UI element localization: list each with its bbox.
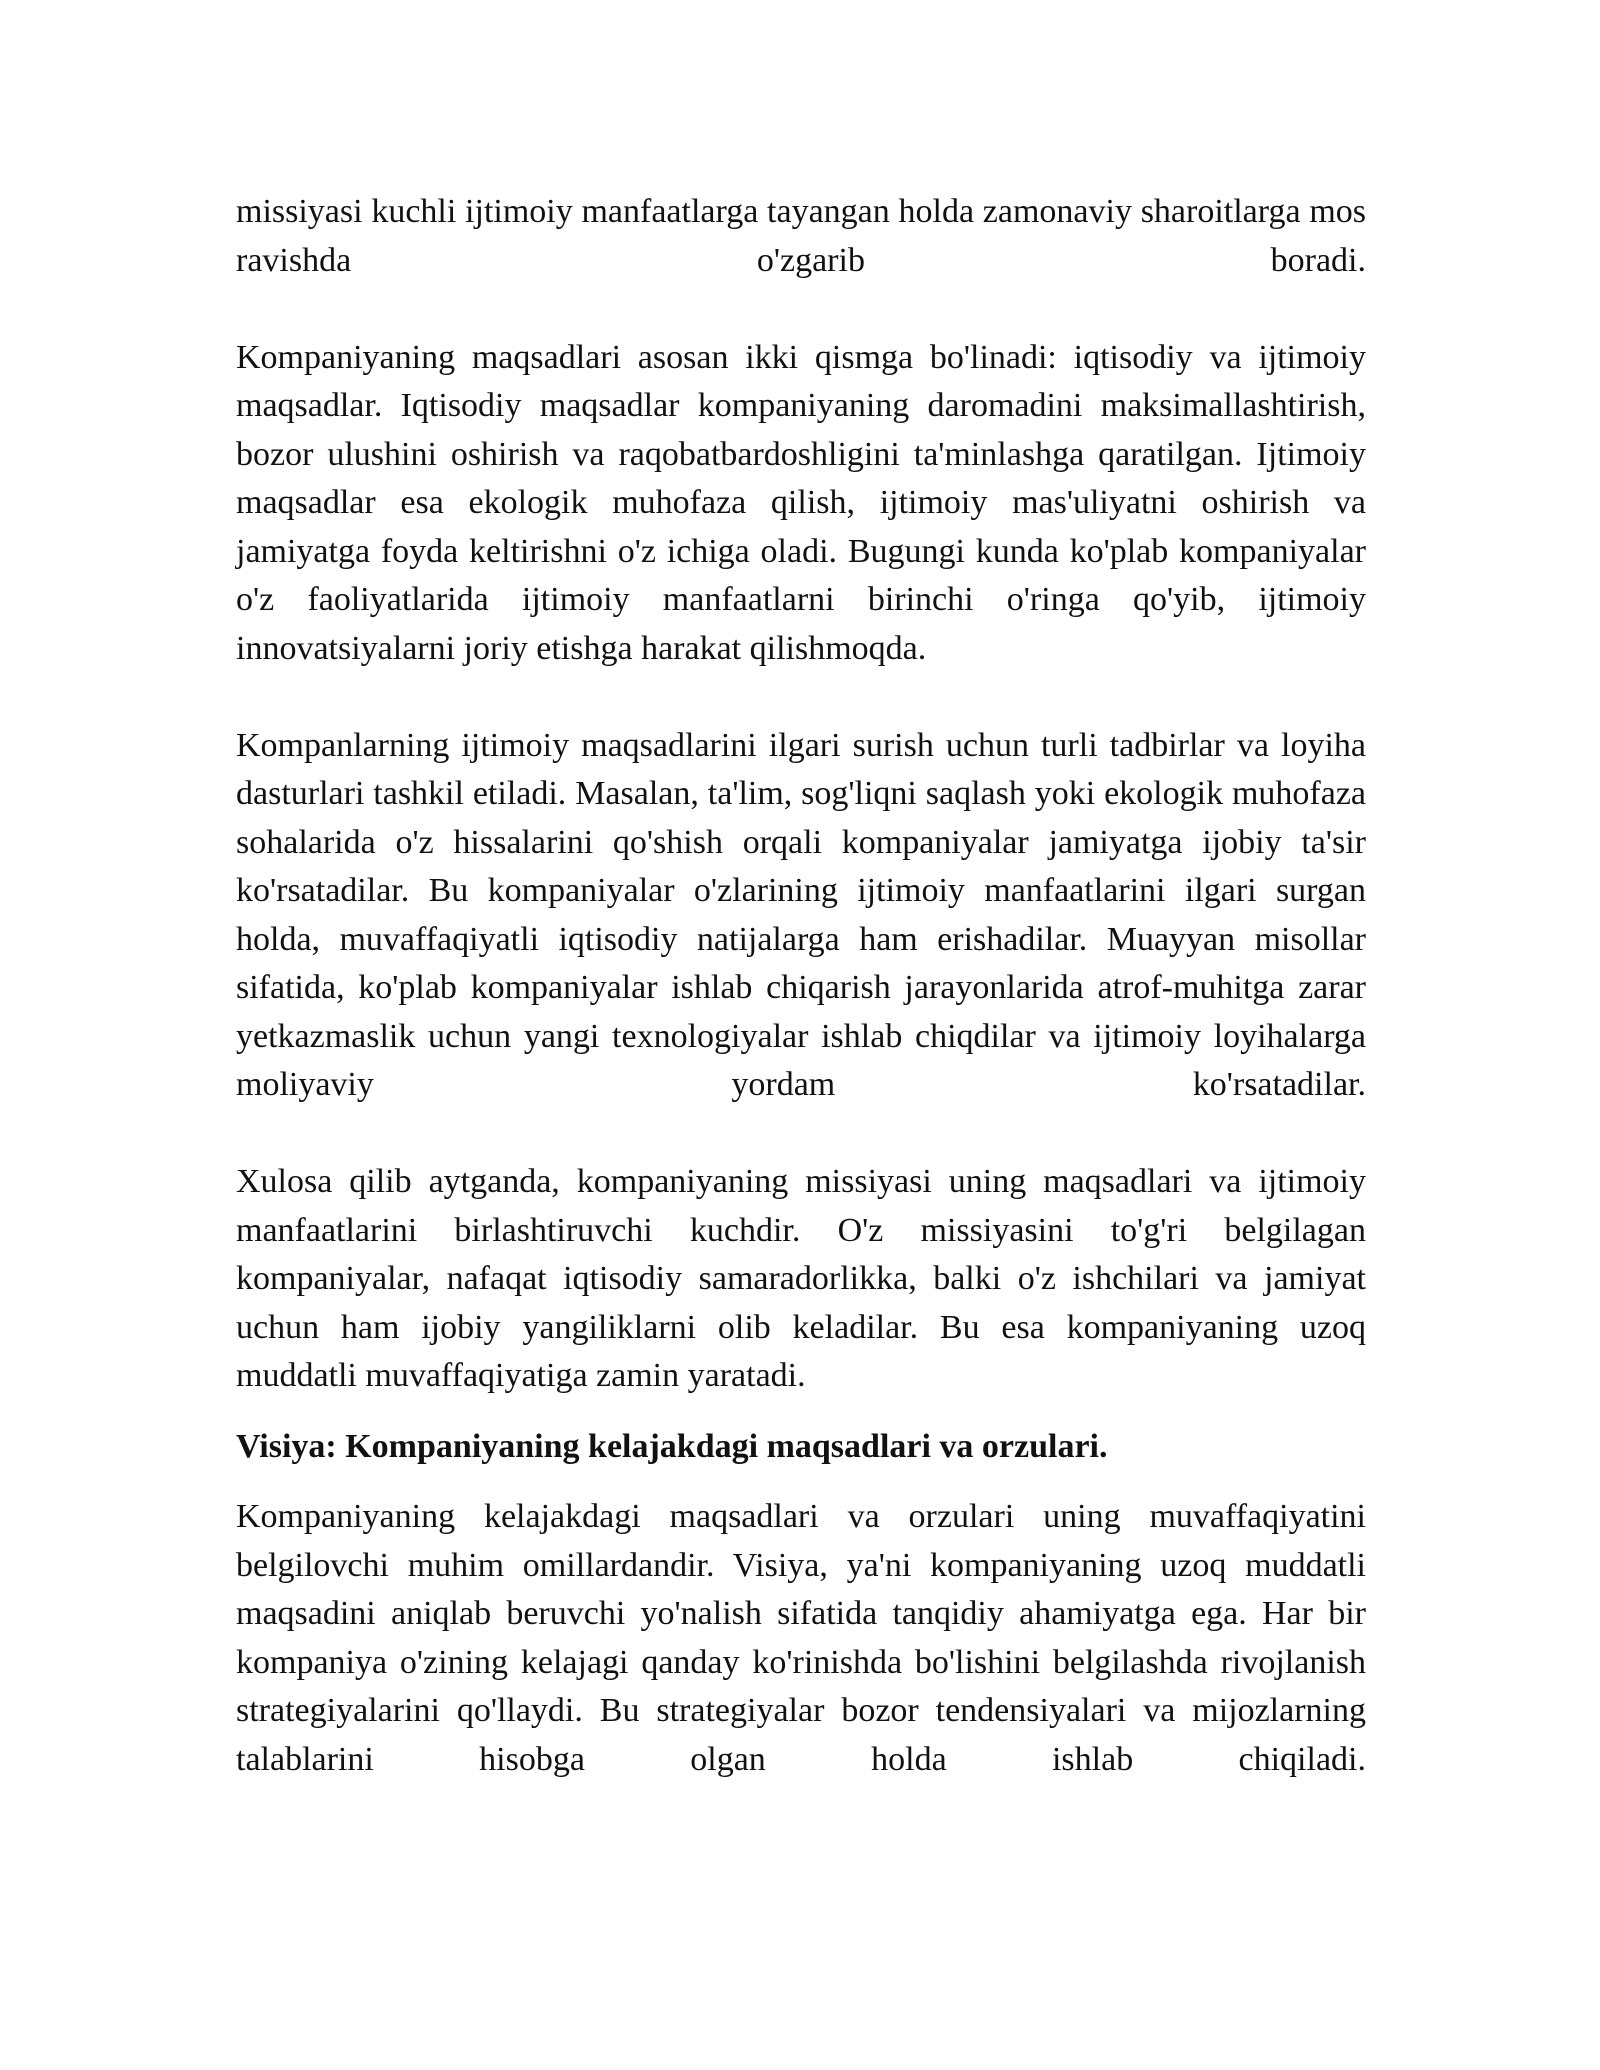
paragraph-social-goals: Kompanlarning ijtimoiy maqsadlarini ilgari surish uchun turli tadbirlar va loyiha dasturlari tashkil etiladi. Masalan, ta'lim, sog'liqni saqlash yoki ekologik muhofaza sohalarida o'z hissalarini qo'shish orqali kompaniyalar jamiyatga ijobiy ta'sir ko'rsatadilar. Bu kompaniyalar o'zlarining ijtimoiy manfaatlarini ilgari surgan holda, muvaffaqiyatli iqtisodiy natijalarga ham erishadilar. Muayyan misollar sifatida, ko'plab kompaniyalar ishlab chiqarish jarayonlarida atrof-muhitga zarar yetkazmaslik uchun yangi texnologiyalar ishlab chiqdilar va ijtimoiy loyihalarga moliyaviy yordam ko'rsatadilar. <box>236 726 1366 1103</box>
paragraph-conclusion: Xulosa qilib aytganda, kompaniyaning missiyasi uning maqsadlari va ijtimoiy manfaatlarini birlashtiruvchi kuchdir. O'z missiyasini to'g'ri belgilagan kompaniyalar, nafaqat iqtisodiy samaradorlikka, balki o'z ishchilari va jamiyat uchun ham ijobiy yangiliklarni olib keladilar. Bu esa kompaniyaning uzoq muddatli muvaffaqiyatiga zamin yaratadi. <box>236 1163 1366 1394</box>
section-heading-vision: Visiya: Kompaniyaning kelajakdagi maqsadlari va orzulari. <box>236 1427 1108 1465</box>
paragraph-company-goals: Kompaniyaning maqsadlari asosan ikki qismga bo'linadi: iqtisodiy va ijtimoiy maqsadlar. Iqtisodiy maqsadlar kompaniyaning daromadini maksimallashtirish, bozor ulushini oshirish va raqobatbardoshligini ta'minlashga qaratilgan. Ijtimoiy maqsadlar esa ekologik muhofaza qilish, ijtimoiy mas'uliyatni oshirish va jamiyatga foyda keltirishni o'z ichiga oladi. Bugungi kunda ko'plab kompaniyalar o'z faoliyatlarida ijtimoiy manfaatlarni birinchi o'ringa qo'yib, ijtimoiy innovatsiyalarni joriy etishga harakat qilishmoqda. <box>236 338 1366 667</box>
document-page <box>236 188 1366 1833</box>
paragraph-vision: Kompaniyaning kelajakdagi maqsadlari va orzulari uning muvaffaqiyatini belgilovchi muhim omillardandir. Visiya, ya'ni kompaniyaning uzoq muddatli maqsadini aniqlab beruvchi yo'nalish sifatida tanqidiy ahamiyatga ega. Har bir kompaniya o'zining kelajagi qanday ko'rinishda bo'lishini belgilashda rivojlanish strategiyalarini qo'llaydi. Bu strategiyalar bozor tendensiyalari va mijozlarning talablarini hisobga olgan holda ishlab chiqiladi. <box>236 1498 1366 1778</box>
paragraph-mission-intro: missiyasi kuchli ijtimoiy manfaatlarga tayangan holda zamonaviy sharoitlarga mos ravishda o'zgarib boradi. <box>236 193 1366 279</box>
